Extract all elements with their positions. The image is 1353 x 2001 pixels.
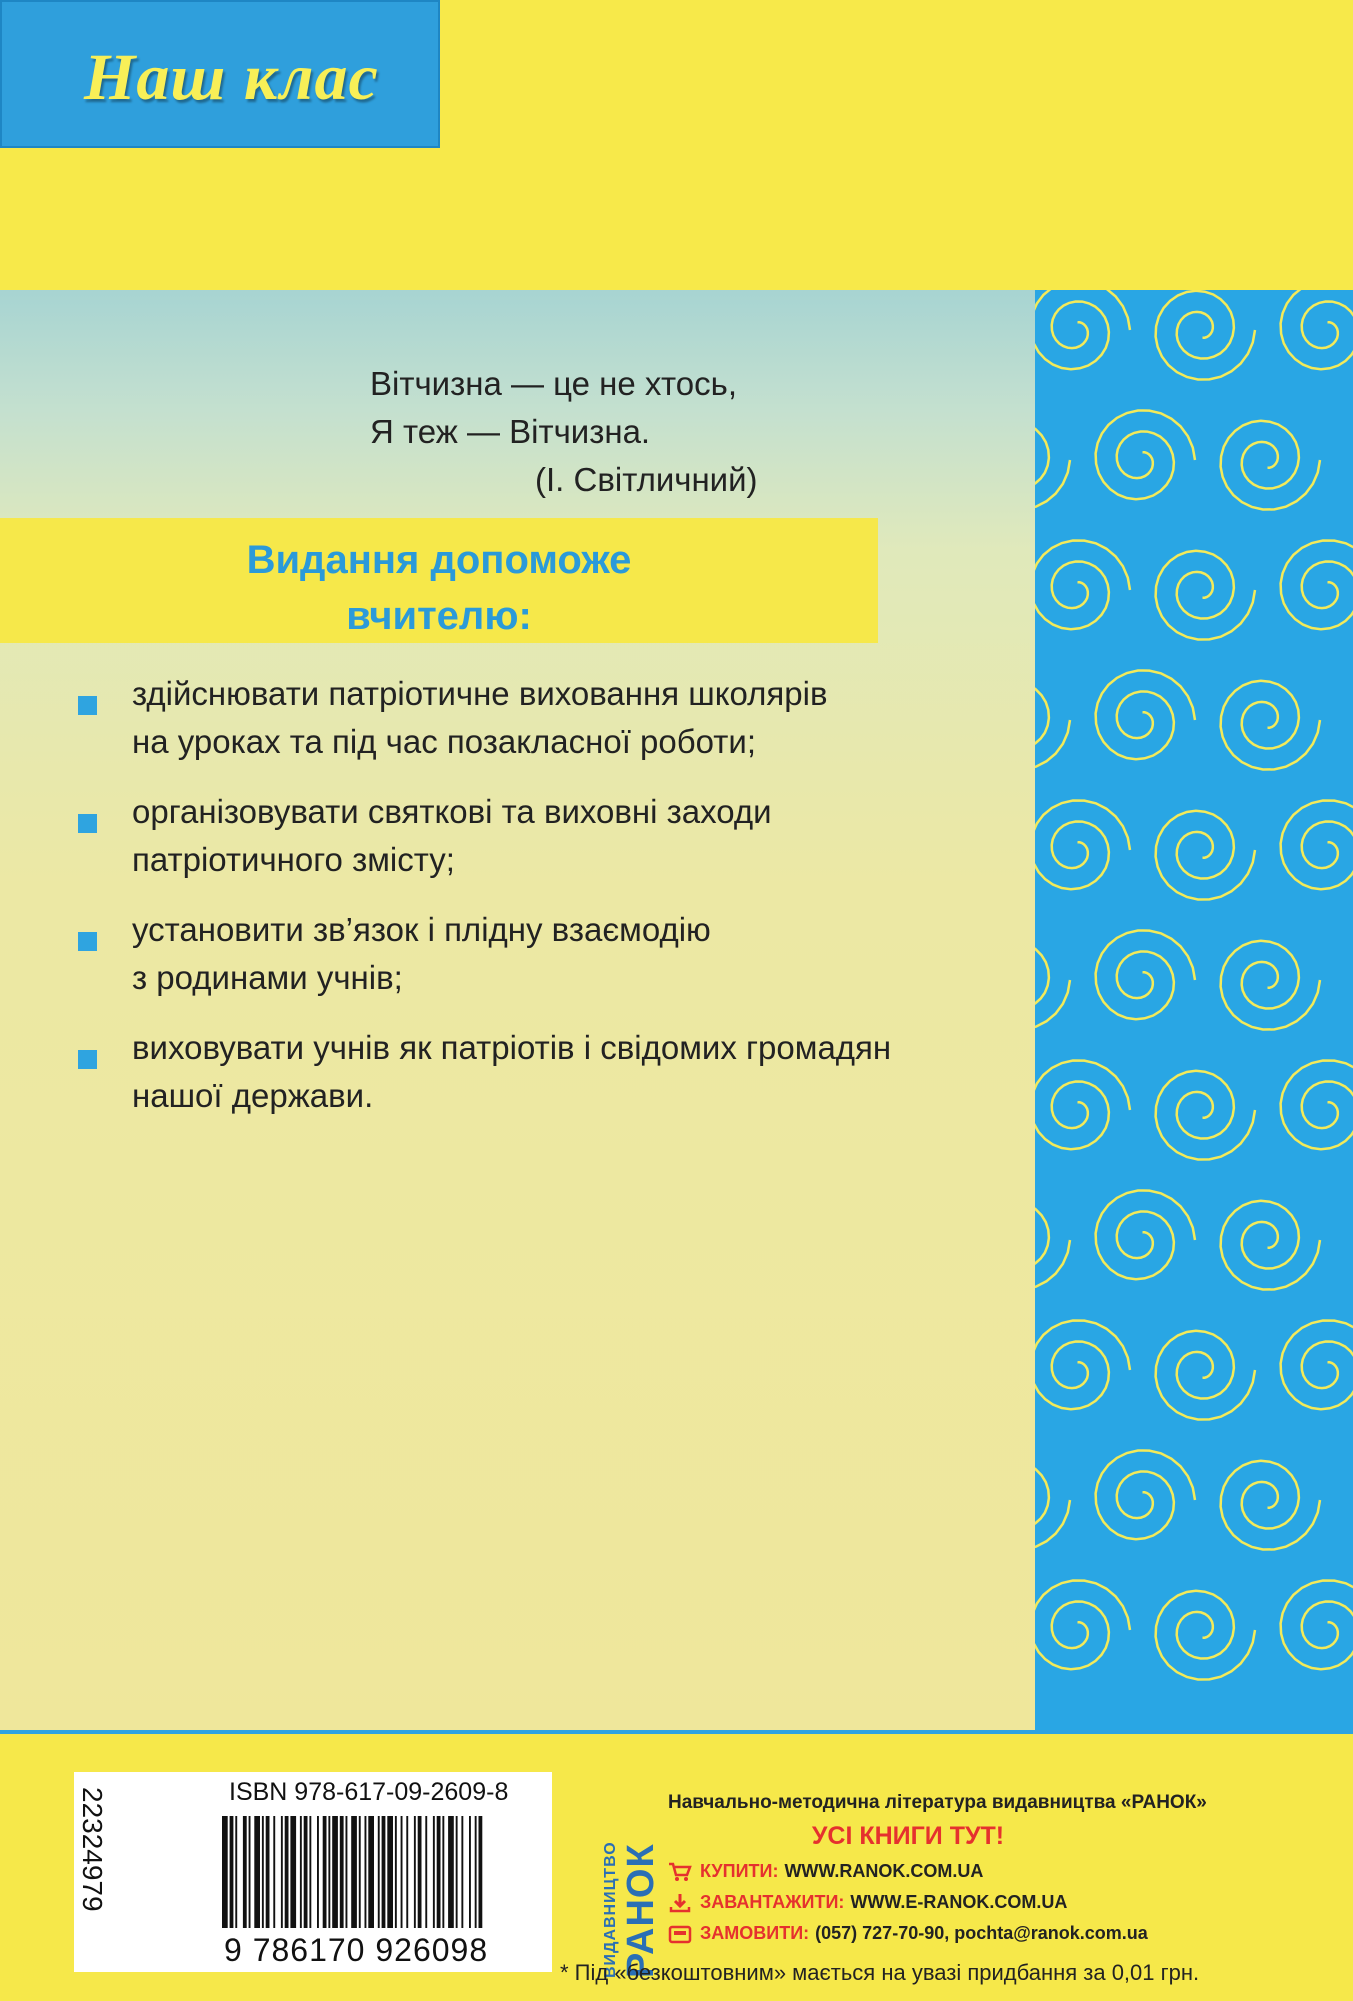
barcode-bar — [475, 1816, 477, 1928]
help-heading-box — [0, 518, 878, 643]
barcode-bar — [351, 1816, 357, 1928]
spiral-shape — [1221, 1461, 1320, 1550]
series-title: Наш клас — [84, 41, 379, 114]
barcode-bar — [273, 1816, 275, 1928]
barcode-bar — [254, 1816, 260, 1928]
barcode-bar — [290, 1816, 296, 1928]
spiral-shape — [1035, 1061, 1130, 1150]
spiral-shape — [1035, 681, 1070, 770]
barcode-number: 9 786170 926098 — [224, 1932, 489, 1968]
epigraph-author: (І. Світличний) — [535, 461, 758, 498]
series-banner — [0, 0, 440, 148]
barcode-bar — [368, 1816, 374, 1928]
barcode-bar — [461, 1816, 463, 1928]
order-value: (057) 727-70-90, pochta@ranok.com.ua — [815, 1923, 1148, 1943]
spiral-shape — [1156, 1591, 1255, 1680]
barcode-bar — [317, 1816, 319, 1928]
download-row — [668, 1892, 1348, 1913]
barcode-bar — [442, 1816, 444, 1928]
publisher-info — [668, 1792, 1348, 1944]
barcode-bar — [456, 1816, 458, 1928]
download-icon — [668, 1893, 692, 1913]
spiral-shape — [1221, 421, 1320, 510]
list-item-line1: здійснювати патріотичне виховання школярів — [132, 675, 828, 712]
spiral-shape — [1035, 941, 1070, 1030]
epigraph-line1: Вітчизна — це не хтось, — [370, 365, 738, 402]
isbn-text: ISBN 978-617-09-2609-8 — [229, 1778, 509, 1806]
spiral-shape — [1281, 1581, 1353, 1670]
list-item-line2: патріотичного змісту; — [132, 841, 455, 878]
list-item — [78, 906, 1018, 1002]
publisher-name: РАНОК — [620, 1843, 662, 1978]
barcode-bar — [332, 1816, 338, 1928]
list-item-line1: виховувати учнів як патріотів і свідомих громадян — [132, 1029, 892, 1066]
spiral-shape — [1221, 941, 1320, 1030]
barcode-bar — [469, 1816, 471, 1928]
list-item-line2: з родинами учнів; — [132, 959, 403, 996]
spiral-shape — [1035, 1321, 1130, 1410]
barcode-bar — [266, 1816, 270, 1928]
barcode-bar — [479, 1816, 483, 1928]
spiral-shape — [1221, 681, 1320, 770]
barcode-bar — [323, 1816, 327, 1928]
spiral-shape — [1281, 1321, 1353, 1410]
epigraph-line2: Я теж — Вітчизна. — [370, 413, 651, 450]
order-label: ЗАМОВИТИ: — [700, 1923, 810, 1943]
publisher-logo — [600, 1790, 660, 1980]
spiral-shape — [1096, 1191, 1195, 1280]
all-books-slogan: УСІ КНИГИ ТУТ! — [811, 1822, 1005, 1850]
barcode-bar — [300, 1816, 302, 1928]
spiral-shape — [1035, 421, 1070, 510]
barcode-bar — [395, 1816, 397, 1928]
bullet-square-icon — [78, 1050, 97, 1069]
bullet-square-icon — [78, 696, 97, 715]
list-item — [78, 670, 1018, 766]
decorative-spiral-pattern — [1035, 290, 1353, 1730]
spiral-shape — [1281, 1061, 1353, 1150]
list-item-line2: на уроках та під час позакласної роботи; — [132, 723, 756, 760]
barcode-bar — [387, 1816, 393, 1928]
list-item-line2: нашої держави. — [132, 1077, 374, 1114]
barcode-bar — [378, 1816, 380, 1928]
spiral-shape — [1221, 1201, 1320, 1290]
barcode-side-number: 22324979 — [77, 1787, 108, 1912]
barcode-bar — [281, 1816, 283, 1928]
barcode-bar — [433, 1816, 435, 1928]
spiral-shape — [1035, 290, 1130, 369]
barcode-bar — [382, 1816, 386, 1928]
bullet-square-icon — [78, 814, 97, 833]
cart-icon — [668, 1862, 692, 1882]
spiral-shape — [1096, 411, 1195, 500]
list-item — [78, 788, 1018, 884]
list-item — [78, 1024, 1018, 1120]
spiral-shape — [1156, 291, 1255, 380]
spiral-shape — [1156, 1071, 1255, 1160]
spiral-shape — [1035, 541, 1130, 630]
spiral-shape — [1035, 1461, 1070, 1550]
buy-row — [668, 1861, 1348, 1882]
spiral-shape — [1035, 1581, 1130, 1670]
spiral-shape — [1156, 1331, 1255, 1420]
footnote: * Під «безкоштовним» мається на увазі придбання за 0,01 грн. — [560, 1960, 1200, 1985]
help-heading-line2: вчителю: — [346, 594, 532, 638]
barcode-bar — [346, 1816, 348, 1928]
spiral-shape — [1281, 290, 1353, 369]
spiral-shape — [1281, 801, 1353, 890]
barcode-bar — [262, 1816, 264, 1928]
spiral-shape — [1156, 811, 1255, 900]
barcode-bar — [235, 1816, 237, 1928]
barcode-bar — [448, 1816, 454, 1928]
barcode-bar — [304, 1816, 308, 1928]
spiral-shape — [1281, 541, 1353, 630]
help-heading — [0, 532, 878, 644]
barcode-bar — [340, 1816, 344, 1928]
barcode-bar — [414, 1816, 416, 1928]
download-value: WWW.E-RANOK.COM.UA — [850, 1892, 1068, 1912]
barcode-bar — [230, 1816, 234, 1928]
spiral-shape — [1035, 801, 1130, 890]
barcode-bar — [243, 1816, 247, 1928]
barcode-bar — [365, 1816, 367, 1928]
barcode-bar — [437, 1816, 441, 1928]
buy-value: WWW.RANOK.COM.UA — [784, 1861, 984, 1881]
bullet-square-icon — [78, 932, 97, 951]
phone-icon — [668, 1924, 692, 1944]
barcode-bar — [222, 1816, 228, 1928]
barcode-bar — [418, 1816, 422, 1928]
barcode-bar — [359, 1816, 361, 1928]
list-item-line1: організовувати святкові та виховні заходи — [132, 793, 772, 830]
spiral-shape — [1156, 551, 1255, 640]
barcode-bar — [401, 1816, 403, 1928]
spiral-shape — [1035, 1201, 1070, 1290]
benefits-list — [78, 670, 1018, 1142]
spiral-shape — [1096, 671, 1195, 760]
list-item-line1: установити зв’язок і плідну взаємодію — [132, 911, 711, 948]
barcode-bar — [406, 1816, 408, 1928]
spiral-shape — [1096, 931, 1195, 1020]
barcode-box — [74, 1772, 552, 1972]
buy-label: КУПИТИ: — [700, 1861, 779, 1881]
order-row — [668, 1923, 1348, 1944]
barcode-bar — [249, 1816, 251, 1928]
barcode-bar — [328, 1816, 330, 1928]
publisher-heading: Навчально-методична література видавництва «РАНОК» — [668, 1792, 1207, 1813]
download-label: ЗАВАНТАЖИТИ: — [700, 1892, 845, 1912]
publisher-small-text: ВИДАВНИЦТВО — [602, 1841, 619, 1978]
barcode-bar — [309, 1816, 311, 1928]
barcode-bar — [285, 1816, 289, 1928]
epigraph — [370, 360, 758, 504]
spiral-shape — [1096, 1451, 1195, 1540]
barcode-bar — [425, 1816, 427, 1928]
spiral-pattern-svg — [1035, 290, 1353, 1730]
help-heading-line1: Видання допоможе — [246, 538, 632, 582]
